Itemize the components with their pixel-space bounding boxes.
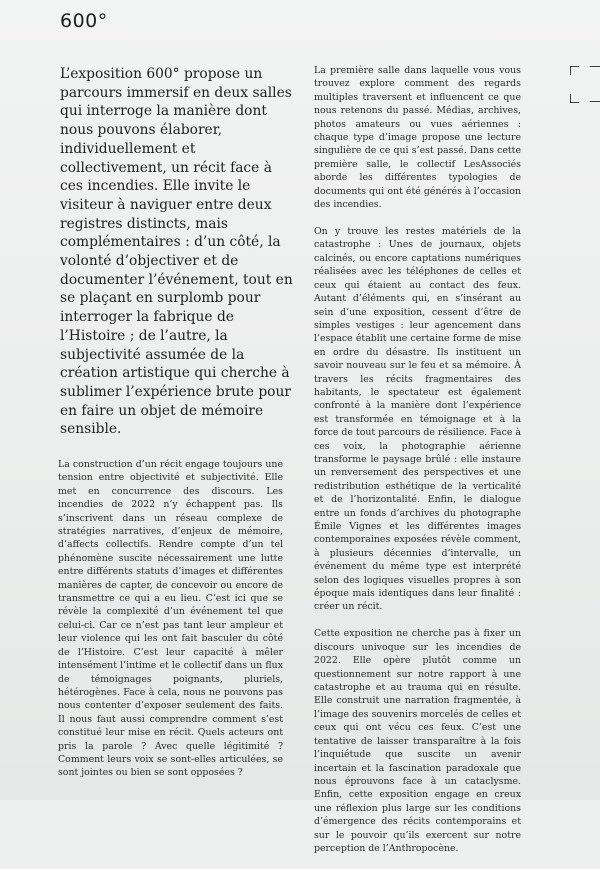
right-column: [314, 64, 521, 869]
right-paragraph-3: Cette exposition ne cherche pas à fixer un discours univoque sur les incendies de 2022. Elle opère plutôt comme un questionnement sur notre rapport à une catastrophe et au trauma qui en résulte. Elle construit une narration fragmentée, à l’image des souvenirs morcelés de celles et ceux qui ont vécu ces feux. C’est une tentative de laisser transparaître à la fois l’inquiétude que suscite un avenir incertain et la fascination paradoxale que nous éprouvons face à un cataclysme. Enfin, cette exposition engage en creux une réflexion plus large sur les conditions d’émergence des récits contemporains et sur le pouvoir qu’ils exercent sur notre perception de l’Anthropocène.: [314, 628, 521, 854]
corner-bracket-mark: [566, 66, 600, 104]
exhibition-title: 600°: [60, 10, 108, 32]
lead-paragraph: L’exposition 600° propose un parcours immersif en deux salles qui interroge la manière dont nous pouvons élaborer, individuellement et collectivement, un récit face à ces incendies. Elle invite le visiteur à naviguer entre deux registres distincts, mais complémentaires : d’un côté, la volonté d’objectiver et de documenter l’événement, tout en se plaçant en surplomb pour interroger la fabrique de l’Histoire ; de l’autre, la subjectivité assumée de la création artistique qui cherche à sublimer l’expérience brute pour en faire un objet de mémoire sensible.: [60, 66, 293, 438]
left-column-text: La construction d’un récit engage toujours une tension entre objectivité et subjectivité. Elle met en concurrence des discours. Les incendies de 2022 n’y échappent pas. Ils s’inscrivent dans un réseau complexe de stratégies narratives, d’enjeux de mémoire, d’affects collectifs. Rendre compte d’un tel phénomène suscite nécessairement une lutte entre différents statuts d’images et différentes manières de capter, de concevoir ou encore de transmettre ce qui a eu lieu. C’est ici que se révèle la complexité d’un événement tel que celui-ci. Car ce n’est pas tant leur ampleur et leur violence qui les ont fait basculer du côté de l’Histoire. C’est leur capacité à mêler intensément l’intime et le collectif dans un flux de témoignages poignants, pluriels, hétérogènes. Face à cela, nous ne pouvons pas nous contenter d’exposer seulement des faits. Il nous faut aussi comprendre comment s’est constitué leur mise en récit. Quels acteurs ont pris la parole ? Avec quelle légitimité ? Comment leurs voix se sont-elles articulées, se sont jointes ou bien se sont opposées ?: [58, 459, 283, 779]
right-paragraph-2: On y trouve les restes matériels de la catastrophe : Unes de journaux, objets calcinés, ou encore captations numériques réalisées avec les téléphones de celles et ceux qui étaient au contact des feux. Autant d’éléments qui, en s’insérant au sein d’une exposition, cessent d’être de simples vestiges : leur agencement dans l’espace établit une certaine forme de mise en ordre du désastre. Ils instituent un savoir nouveau sur le feu et sa mémoire. À travers les récits fragmentaires des habitants, le spectateur est également confronté à la manière dont l’expérience est transformée en témoignage et à la force de tout parcours de résilience. Face à ces voix, la photographie aérienne transforme le paysage brûlé : elle instaure un renversement des perspectives et une redistribution esthétique de la verticalité et de l’horizontalité. Enfin, le dialogue entre un fonds d’archives du photographe Émile Vignes et les différentes images contemporaines exposées révèle comment, à plusieurs décennies d’intervalle, un événement du même type est interprété selon des logiques visuelles propres à son époque mais identiques dans leur finalité : créer un récit.: [314, 226, 521, 613]
right-paragraph-1: La première salle dans laquelle vous vous trouvez explore comment des regards multiples traversent et influencent ce que nous retenons du passé. Médias, archives, photos amateurs ou vues aériennes : chaque type d’image propose une lecture singulière de ce qui s’est passé. Dans cette première salle, le collectif LesAssociés aborde les différentes typologies de documents qui ont été générés à l’occasion des incendies.: [314, 65, 521, 211]
